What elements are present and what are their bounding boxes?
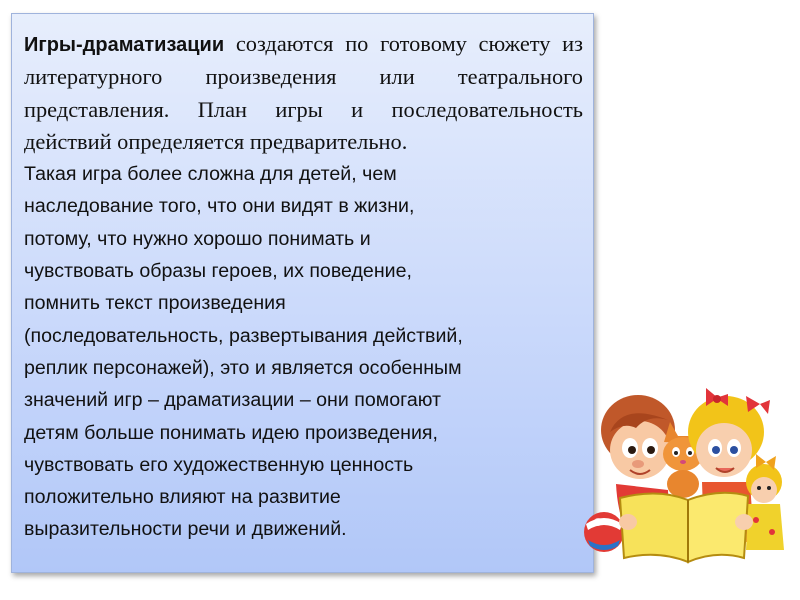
term-heading: Игры-драматизации: [24, 34, 225, 56]
text-line: чувствовать его художественную ценность: [24, 453, 414, 476]
text-line: выразительности речи и движений.: [24, 518, 347, 541]
text-line: чувствовать образы героев, их поведение,: [24, 260, 412, 283]
doll-figure: [746, 454, 784, 550]
text-line: положительно влияют на развитие: [24, 486, 341, 509]
text-line: реплик персонажей), это и является особенным: [24, 356, 462, 379]
text-line: потому, что нужно хорошо понимать и: [24, 227, 371, 250]
children-reading-illustration: [578, 372, 796, 568]
intro-text: создаются по готовому сюжету из литературного произведения или театрального представления. План игры и последовательность действий определяется предварительно.: [24, 31, 583, 154]
text-line: значений игр – драматизации – они помогают: [24, 389, 441, 412]
text-line: помнить текст произведения: [24, 292, 286, 315]
book-icon: [619, 493, 753, 562]
text-line: (последовательность, развертывания действий,: [24, 324, 463, 347]
ball-icon: [584, 512, 624, 552]
paragraph-intro: [24, 28, 583, 158]
text-line: Такая игра более сложна для детей, чем: [24, 163, 397, 186]
text-box: [11, 13, 594, 573]
text-line: детям больше понимать идею произведения,: [24, 421, 438, 444]
text-line: наследование того, что они видят в жизни,: [24, 195, 415, 218]
paragraph-explanation: [24, 158, 583, 546]
